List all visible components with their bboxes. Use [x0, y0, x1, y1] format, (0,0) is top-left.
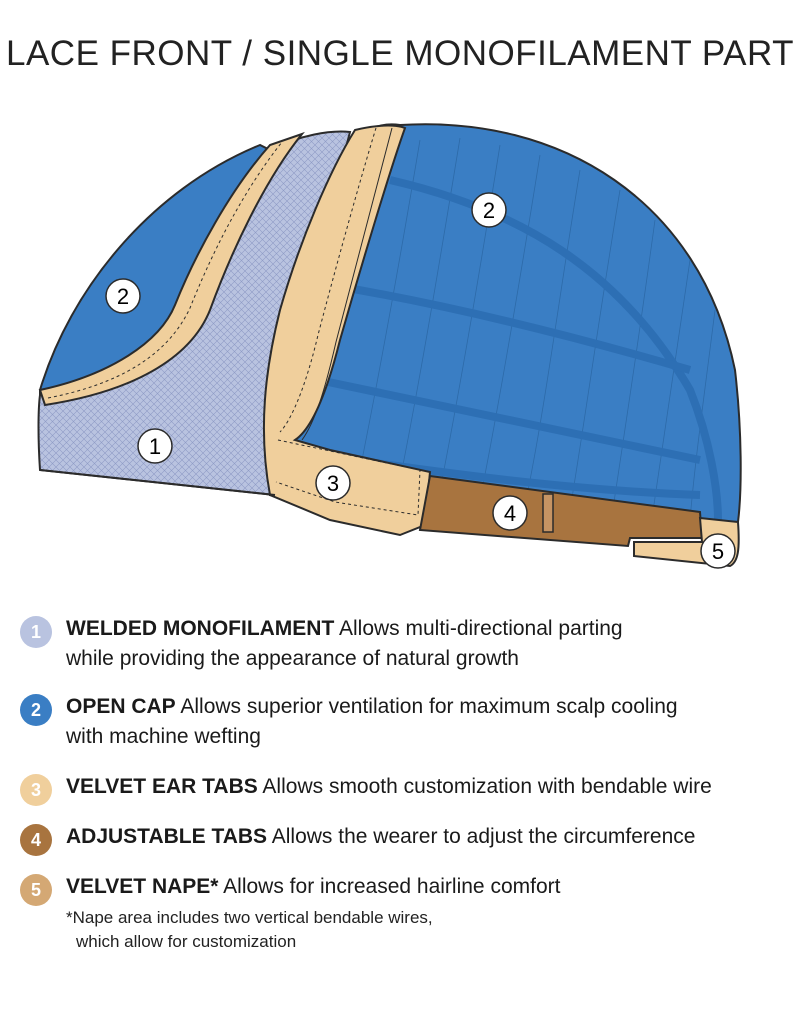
legend-item-velvet-ear-tabs: [20, 772, 790, 802]
legend-text: [66, 822, 790, 852]
footnote: [66, 906, 433, 954]
callout-1: [138, 429, 172, 463]
legend-text: [66, 692, 790, 752]
badge-2: 2: [20, 694, 52, 726]
legend-text: [66, 872, 790, 902]
legend-desc: Allows the wearer to adjust the circumference: [267, 825, 696, 848]
legend-item-velvet-nape: [20, 872, 790, 902]
legend: [20, 614, 790, 902]
adjustable-buckle: [543, 494, 553, 532]
footnote-line-2: which allow for customization: [76, 932, 297, 951]
legend-term: VELVET NAPE*: [66, 875, 219, 898]
legend-item-adjustable-tabs: [20, 822, 790, 852]
legend-desc-2: while providing the appearance of natural growth: [66, 647, 519, 670]
svg-text:5: 5: [711, 539, 725, 564]
legend-desc: Allows multi-directional parting: [334, 617, 623, 640]
legend-term: VELVET EAR TABS: [66, 775, 258, 798]
badge-4: 4: [20, 824, 52, 856]
callout-2-back: [472, 193, 506, 227]
badge-1: 1: [20, 616, 52, 648]
svg-text:2: 2: [116, 284, 130, 309]
legend-term: ADJUSTABLE TABS: [66, 825, 268, 848]
svg-text:3: 3: [326, 471, 340, 496]
svg-text:2: 2: [482, 198, 496, 223]
legend-text: [66, 614, 790, 674]
legend-term: OPEN CAP: [66, 695, 176, 718]
legend-item-welded-monofilament: [20, 614, 790, 674]
legend-desc: Allows smooth customization with bendable wire: [257, 775, 712, 798]
badge-5: 5: [20, 874, 52, 906]
legend-term: WELDED MONOFILAMENT: [66, 617, 335, 640]
badge-3: 3: [20, 774, 52, 806]
wig-cap-diagram: [0, 110, 800, 580]
footnote-line-1: *Nape area includes two vertical bendable wires,: [66, 908, 433, 927]
callout-3: [316, 466, 350, 500]
legend-desc: Allows superior ventilation for maximum scalp cooling: [175, 695, 678, 718]
legend-desc-2: with machine wefting: [66, 725, 261, 748]
legend-item-open-cap: [20, 692, 790, 752]
legend-text: [66, 772, 790, 802]
callout-4: [493, 496, 527, 530]
legend-desc: Allows for increased hairline comfort: [218, 875, 561, 898]
svg-text:4: 4: [503, 501, 517, 526]
callout-2-front: [106, 279, 140, 313]
callout-5: [701, 534, 735, 568]
svg-text:1: 1: [148, 434, 162, 459]
page-title: LACE FRONT / SINGLE MONOFILAMENT PART: [6, 34, 794, 73]
